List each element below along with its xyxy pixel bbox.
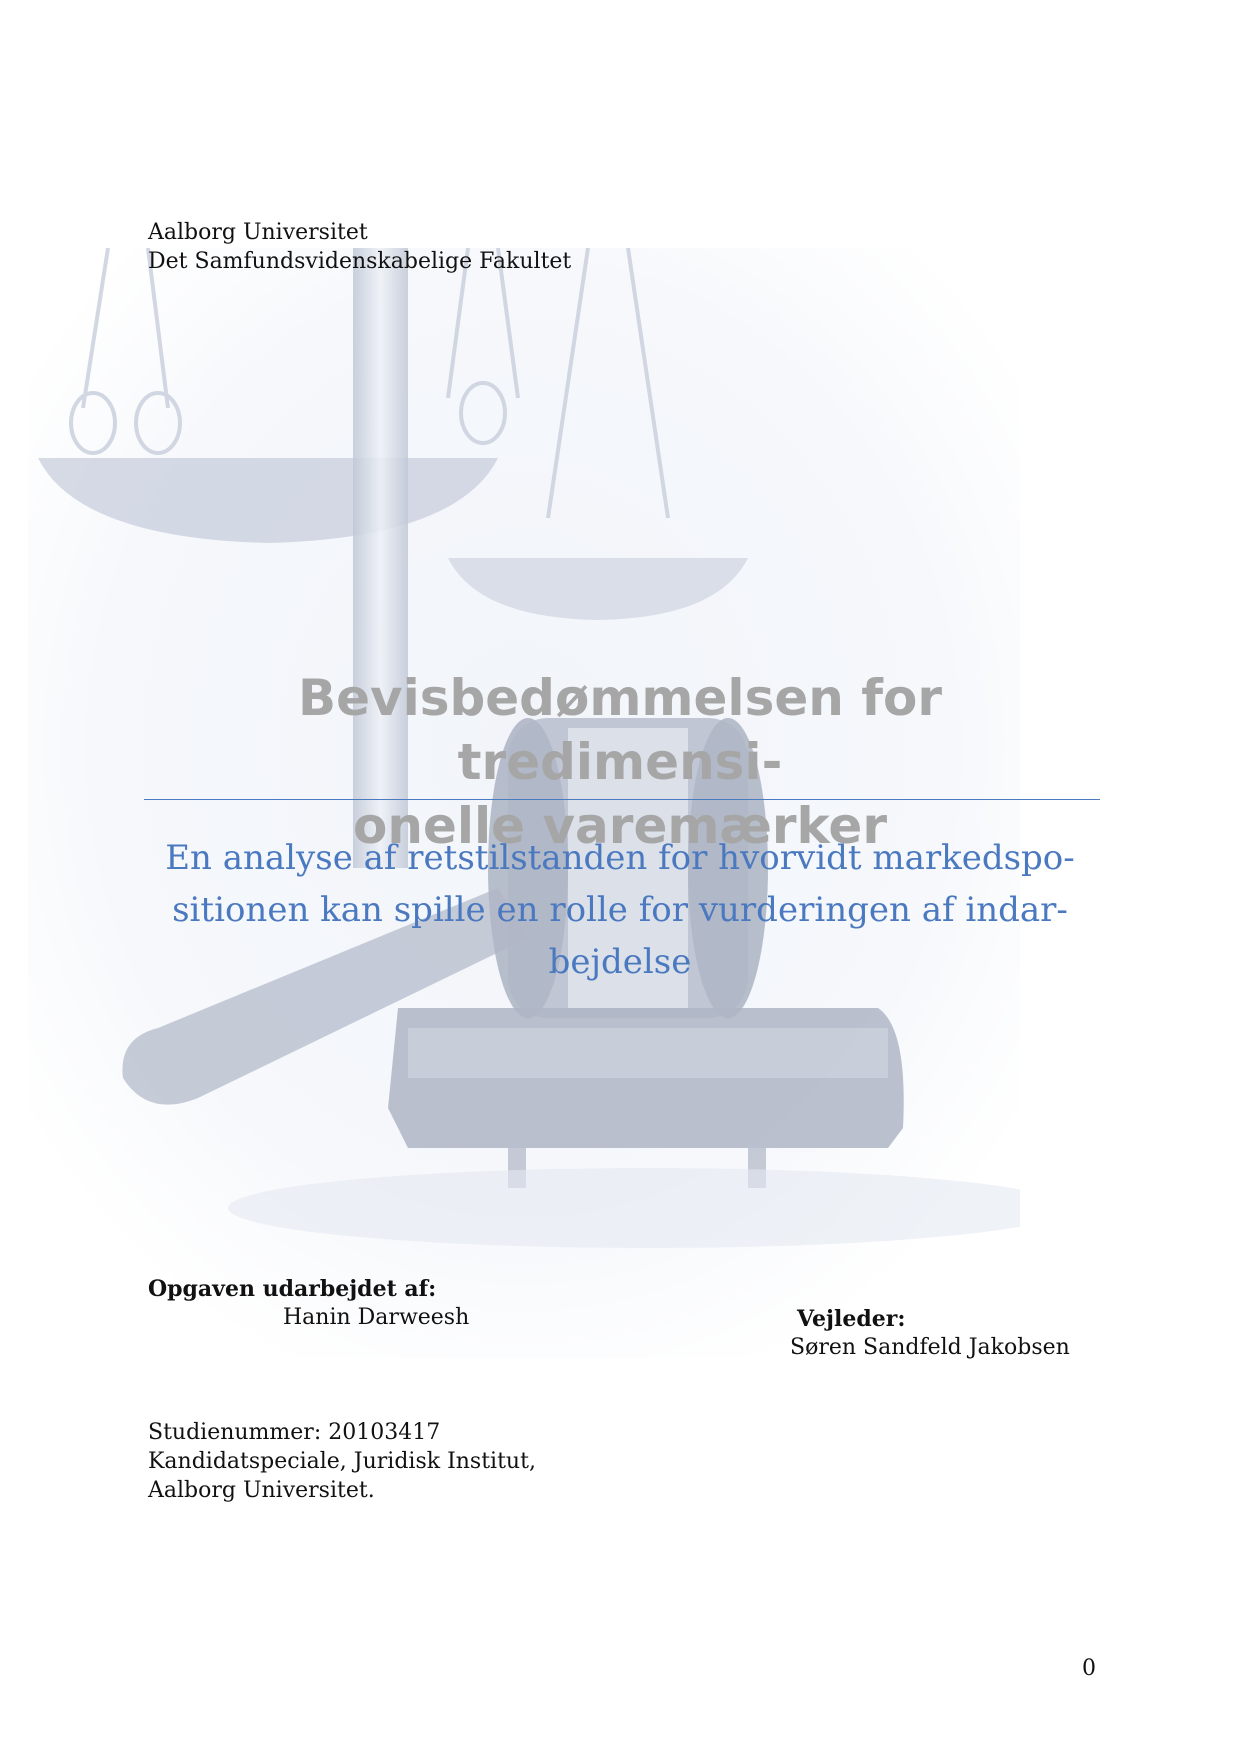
title-line: onelle varemærker: [353, 797, 887, 855]
subtitle-line: En analyse af retstilstanden for hvorvidt markedspo-: [165, 838, 1075, 878]
supervisor-name: Søren Sandfeld Jakobsen: [790, 1335, 1070, 1360]
main-title: [140, 666, 1100, 858]
subtitle-line: bejdelse: [548, 942, 692, 982]
author-name: Hanin Darweesh: [283, 1305, 470, 1330]
title-divider: [144, 799, 1100, 800]
university-name: Aalborg Universitet: [148, 220, 368, 245]
thesis-info: Kandidatspeciale, Juridisk Institut,: [148, 1449, 536, 1474]
supervisor-label: Vejleder:: [797, 1306, 906, 1332]
university-info: Aalborg Universitet.: [148, 1478, 375, 1503]
author-label: Opgaven udarbejdet af:: [148, 1276, 437, 1302]
subtitle: [140, 832, 1100, 988]
subtitle-line: sitionen kan spille en rolle for vurderingen af indar-: [172, 890, 1068, 930]
student-number: Studienummer: 20103417: [148, 1420, 441, 1445]
faculty-name: Det Samfundsvidenskabelige Fakultet: [148, 249, 572, 274]
page-number: 0: [1082, 1656, 1096, 1681]
title-line: Bevisbedømmelsen for tredimensi-: [297, 669, 943, 791]
